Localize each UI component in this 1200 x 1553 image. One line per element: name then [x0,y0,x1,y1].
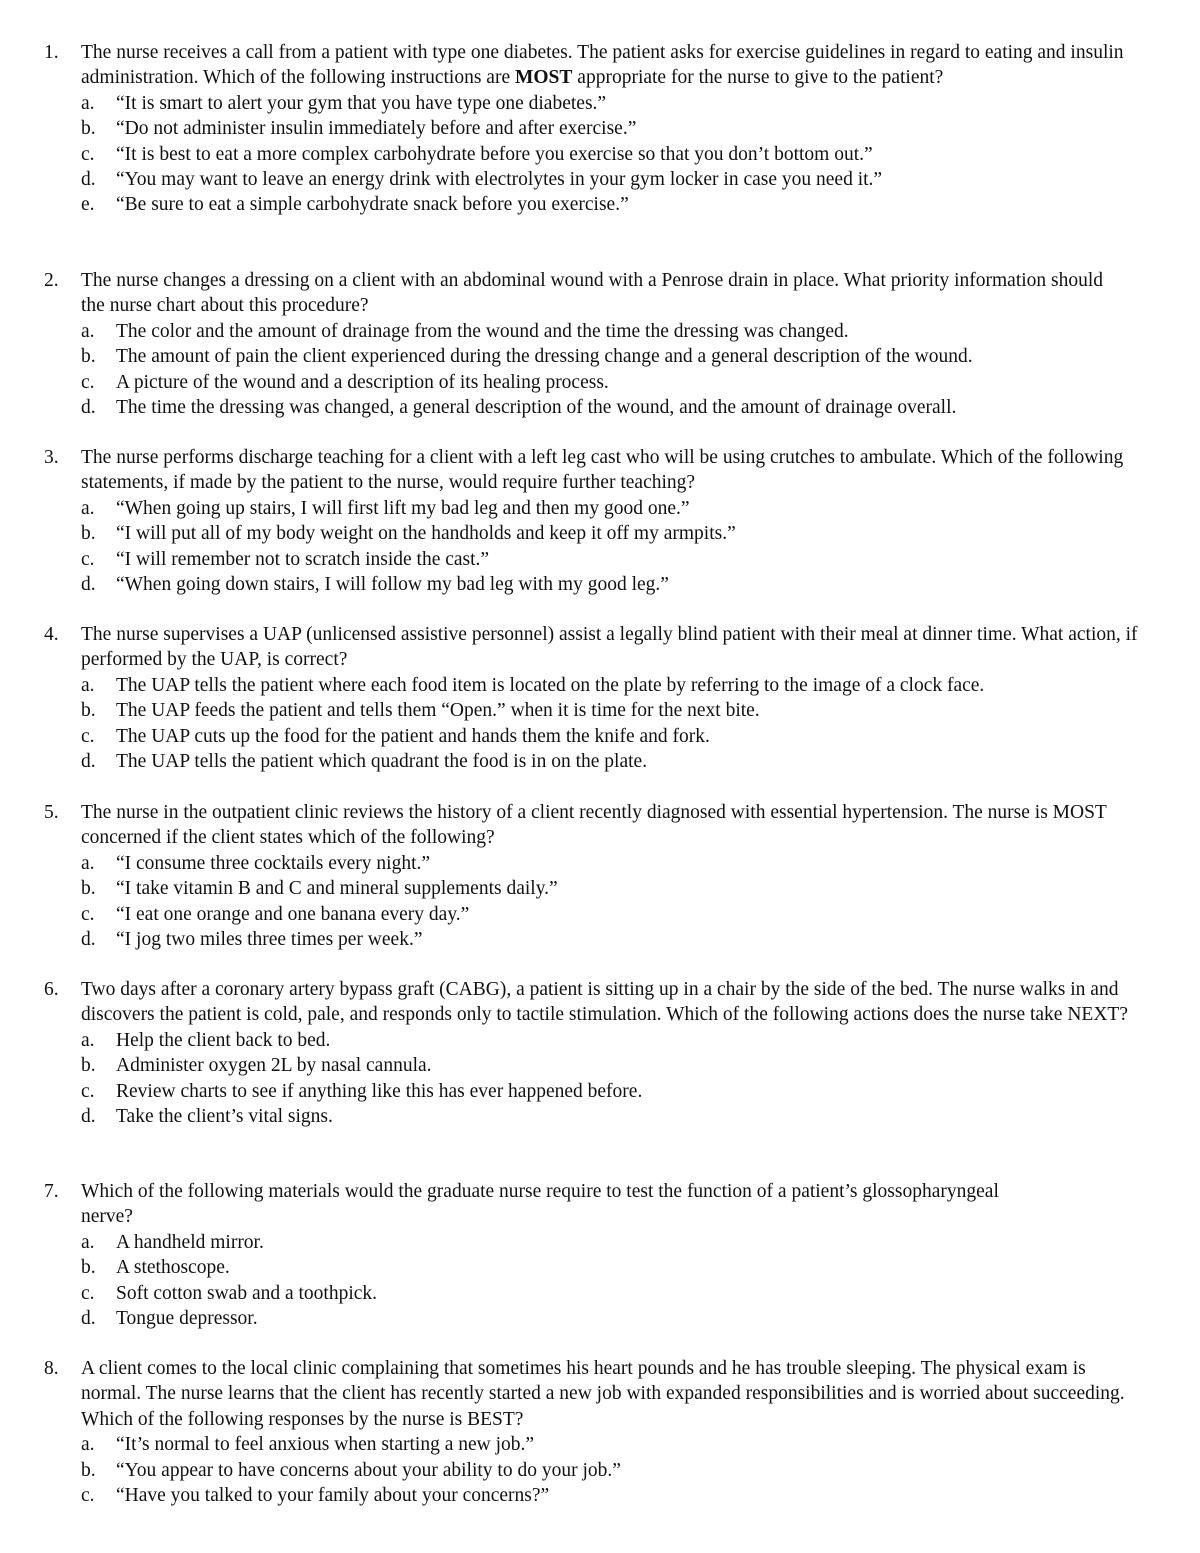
option-letter: b. [81,700,96,722]
question-6 [0,977,1200,1129]
question-text: The nurse supervises a UAP (unlicensed assistive personnel) assist a legally blind patient with their meal at dinner time. What action, if performed by the UAP, is correct? [81,624,1138,671]
question-text: Two days after a coronary artery bypass graft (CABG), a patient is sitting up in a chair by the side of the bed. The nurse walks in and discovers the patient is cold, pale, and responds only to tactile stimulation. Which of the following actions does the nurse take NEXT? [81,979,1128,1026]
option-text: Administer oxygen 2L by nasal cannula. [116,1055,432,1077]
answer-option [0,91,1200,116]
option-text: The UAP feeds the patient and tells them “Open.” when it is time for the next bite. [116,700,760,722]
question-5 [0,800,1200,952]
option-letter: b. [81,878,96,900]
option-letter: a. [81,92,95,114]
option-text: A handheld mirror. [116,1231,264,1253]
question-text: The nurse in the outpatient clinic reviews the history of a client recently diagnosed with essential hypertension. The nurse is MOST concerned if the client states which of the following? [81,802,1107,849]
answer-option [0,698,1200,723]
option-text: “It is smart to alert your gym that you have type one diabetes.” [116,92,607,114]
option-text: A picture of the wound and a description of its healing process. [116,371,609,393]
question-text: A client comes to the local clinic complaining that sometimes his heart pounds and he has trouble sleeping. The physical exam is normal. The nurse learns that the client has recently started a new job with expanded responsibilities and is worried about succeeding. Which of the following responses by the nurse is BEST? [81,1358,1125,1430]
question-1 [0,40,1200,218]
option-letter: a. [81,852,95,874]
option-letter: e. [81,194,95,216]
option-text: “Have you talked to your family about your concerns?” [116,1485,550,1506]
option-letter: c. [81,903,95,925]
answer-option [0,1079,1200,1104]
question-number: 5. [44,802,59,823]
option-text: “I jog two miles three times per week.” [116,928,423,950]
question-8 [0,1356,1200,1508]
option-text: A stethoscope. [116,1257,230,1279]
option-text: “You appear to have concerns about your ability to do your job.” [116,1459,621,1481]
question-number: 3. [44,447,59,468]
option-letter: c. [81,725,95,747]
option-letter: b. [81,523,96,545]
option-text: The UAP tells the patient where each food item is located on the plate by referring to the image of a clock face. [116,674,985,696]
option-letter: c. [81,1282,95,1304]
option-letter: c. [81,548,95,570]
answer-option [0,902,1200,927]
option-text: “I will put all of my body weight on the handholds and keep it off my armpits.” [116,523,736,545]
option-text: “Do not administer insulin immediately before and after exercise.” [116,118,637,140]
option-letter: a. [81,497,95,519]
option-letter: d. [81,573,96,595]
question-number: 4. [44,624,59,645]
answer-option [0,851,1200,876]
option-letter: b. [81,1257,96,1279]
option-text: “I eat one orange and one banana every day.” [116,903,470,925]
answer-option [0,395,1200,420]
question-text: The nurse receives a call from a patient with type one diabetes. The patient asks for exercise guidelines in regard to eating and insulin administration. Which of the following instructions are MOST appropriate for the nurse to give to the patient? [81,42,1124,89]
option-text: Help the client back to bed. [116,1029,331,1051]
answer-option [0,192,1200,217]
answer-option [0,876,1200,901]
question-7 [0,1179,1200,1331]
option-text: “When going up stairs, I will first lift my bad leg and then my good one.” [116,497,690,519]
option-text: Review charts to see if anything like this has ever happened before. [116,1080,643,1102]
answer-option [0,319,1200,344]
answer-option [0,1281,1200,1306]
option-letter: a. [81,1029,95,1051]
question-number: 8. [44,1358,59,1379]
option-text: The color and the amount of drainage from the wound and the time the dressing was changed. [116,320,849,342]
answer-option [0,724,1200,749]
option-letter: b. [81,1055,96,1077]
option-letter: b. [81,118,96,140]
emphasis-text: MOST [514,67,573,89]
option-letter: d. [81,928,96,950]
option-text: The amount of pain the client experienced during the dressing change and a general description of the wound. [116,346,973,368]
option-text: “Be sure to eat a simple carbohydrate snack before you exercise.” [116,194,629,216]
answer-option [0,572,1200,597]
answer-option [0,496,1200,521]
option-letter: c. [81,1080,95,1102]
option-letter: a. [81,674,95,696]
answer-option [0,1104,1200,1129]
option-text: Soft cotton swab and a toothpick. [116,1282,378,1304]
answer-option [0,370,1200,395]
answer-option [0,142,1200,167]
answer-option [0,167,1200,192]
option-text: “I will remember not to scratch inside the cast.” [116,548,490,570]
answer-option [0,116,1200,141]
answer-option [0,547,1200,572]
option-text: Take the client’s vital signs. [116,1105,333,1127]
answer-option [0,1053,1200,1078]
question-number: 2. [44,270,59,291]
question-number: 7. [44,1181,59,1202]
option-text: “It’s normal to feel anxious when starting a new job.” [116,1434,535,1456]
option-letter: a. [81,1434,95,1456]
option-letter: d. [81,168,96,190]
option-letter: c. [81,1485,95,1506]
answer-option [0,1306,1200,1331]
option-letter: d. [81,1307,96,1329]
option-letter: d. [81,750,96,772]
answer-option [0,927,1200,952]
question-text: The nurse changes a dressing on a client with an abdominal wound with a Penrose drain in place. What priority information should the nurse chart about this procedure? [81,270,1104,317]
option-letter: c. [81,143,95,165]
option-letter: b. [81,346,96,368]
answer-option [0,521,1200,546]
option-text: The UAP cuts up the food for the patient and hands them the knife and fork. [116,725,710,747]
option-text: Tongue depressor. [116,1307,258,1329]
question-2 [0,268,1200,420]
option-text: The UAP tells the patient which quadrant the food is in on the plate. [116,750,648,772]
option-text: “When going down stairs, I will follow my bad leg with my good leg.” [116,573,669,595]
option-letter: a. [81,320,95,342]
option-letter: d. [81,396,96,418]
option-letter: c. [81,371,95,393]
answer-option [0,1458,1200,1483]
answer-option [0,344,1200,369]
question-text: Which of the following materials would the graduate nurse require to test the function of a patient’s glossopharyngeal nerve? [81,1181,999,1228]
option-text: “You may want to leave an energy drink with electrolytes in your gym locker in case you need it.” [116,168,883,190]
option-letter: d. [81,1105,96,1127]
option-text: “I take vitamin B and C and mineral supplements daily.” [116,878,558,900]
option-text: “I consume three cocktails every night.” [116,852,431,874]
option-letter: b. [81,1459,96,1481]
answer-option [0,1255,1200,1280]
question-text: The nurse performs discharge teaching for a client with a left leg cast who will be using crutches to ambulate. Which of the following statements, if made by the patient to the nurse, would require further teaching? [81,447,1124,494]
option-text: “It is best to eat a more complex carbohydrate before you exercise so that you don’t bottom out.” [116,143,873,165]
answer-option [0,1028,1200,1053]
option-letter: a. [81,1231,95,1253]
answer-option [0,1483,1200,1508]
option-text: The time the dressing was changed, a general description of the wound, and the amount of drainage overall. [116,396,957,418]
answer-option [0,749,1200,774]
answer-option [0,673,1200,698]
question-number: 1. [44,42,59,63]
answer-option [0,1432,1200,1457]
question-4 [0,622,1200,774]
question-3 [0,445,1200,597]
answer-option [0,1230,1200,1255]
question-number: 6. [44,979,59,1000]
